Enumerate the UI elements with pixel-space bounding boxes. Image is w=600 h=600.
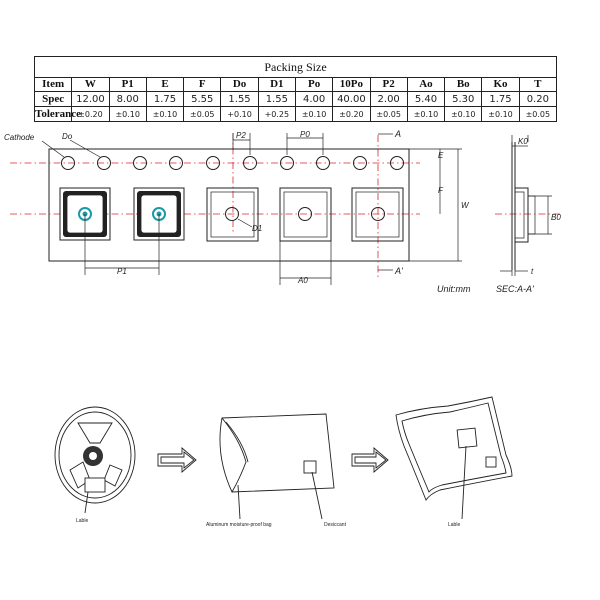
header-cell: D1 (258, 78, 295, 92)
do-label: Do (62, 132, 73, 141)
bag-label: Aluminum moisture-proof bag (206, 522, 272, 528)
a-prime-label: A' (395, 266, 403, 276)
carrier-tape-drawing (0, 120, 600, 300)
row-label-item: Item (35, 78, 72, 92)
header-cell: W (72, 78, 109, 92)
section-label: SEC:A-A' (496, 284, 534, 294)
spec-cell: 1.55 (221, 92, 258, 107)
spec-cell: 4.00 (295, 92, 332, 107)
p0-label: P0 (300, 130, 310, 139)
spec-cell: 8.00 (109, 92, 146, 107)
tolerance-cell: +0.25 (258, 107, 295, 122)
header-cell: Ko (482, 78, 519, 92)
spec-cell: 1.75 (482, 92, 519, 107)
desiccant-packet (304, 461, 316, 473)
desiccant-label: Desiccant (324, 522, 346, 528)
spec-cell: 12.00 (72, 92, 109, 107)
header-cell: T (519, 78, 556, 92)
tolerance-cell: ±0.10 (407, 107, 444, 122)
spec-cell: 1.55 (258, 92, 295, 107)
header-cell: Do (221, 78, 258, 92)
reel-label-sticker (85, 478, 105, 492)
packaging-process-diagram (0, 380, 600, 540)
header-cell: F (184, 78, 221, 92)
tolerance-cell: ±0.10 (482, 107, 519, 122)
spec-cell: 1.75 (146, 92, 183, 107)
reel-icon (55, 407, 135, 503)
spec-cell: 40.00 (333, 92, 370, 107)
spec-cell: 5.55 (184, 92, 221, 107)
tolerance-cell: ±0.05 (519, 107, 556, 122)
p2-label: P2 (236, 131, 246, 140)
t-label: t (531, 267, 534, 276)
tolerance-cell: ±0.10 (445, 107, 482, 122)
tolerance-cell: ±0.20 (333, 107, 370, 122)
arrow-right-icon (158, 448, 196, 472)
w-label: W (461, 201, 469, 210)
tolerance-cell: +0.10 (221, 107, 258, 122)
header-cell: 10Po (333, 78, 370, 92)
b0-label: B0 (551, 213, 561, 222)
pocket-empty (280, 188, 331, 241)
tolerance-cell: ±0.10 (295, 107, 332, 122)
a-label: A (395, 129, 402, 139)
tolerance-cell: ±0.10 (109, 107, 146, 122)
arrow-right-icon (352, 448, 388, 472)
header-cell: E (146, 78, 183, 92)
spec-cell: 5.40 (407, 92, 444, 107)
p1-label: P1 (117, 267, 127, 276)
table-spec-row (35, 92, 557, 107)
sealed-desiccant (486, 457, 496, 467)
pocket-empty (207, 188, 258, 241)
f-label: F (438, 186, 443, 195)
header-cell: Bo (445, 78, 482, 92)
packing-size-table (34, 56, 557, 122)
row-label-spec: Spec (35, 92, 72, 107)
tolerance-cell: ±0.05 (184, 107, 221, 122)
row-label-tolerance: Tolerance (35, 107, 82, 120)
e-label: E (438, 151, 444, 160)
sealed-label-sticker (457, 428, 477, 448)
cathode-label: Cathode (4, 133, 35, 142)
sealed-bag-icon (396, 397, 512, 500)
table-title: Packing Size (35, 57, 557, 78)
a0-label: A0 (298, 276, 308, 285)
spec-cell: 2.00 (370, 92, 407, 107)
spec-cell: 0.20 (519, 92, 556, 107)
unit-label: Unit:mm (437, 284, 471, 294)
pocket-empty (352, 188, 403, 241)
spec-cell: 5.30 (445, 92, 482, 107)
reel-label: Lable (76, 518, 89, 524)
d1-label: D1 (252, 224, 263, 233)
sealed-label: Lable (448, 522, 461, 528)
k0-label: K0 (518, 137, 528, 146)
header-cell: Po (295, 78, 332, 92)
header-cell: P2 (370, 78, 407, 92)
tolerance-cell: ±0.20 (72, 107, 109, 122)
table-header-row (35, 78, 557, 92)
tolerance-cell: ±0.10 (146, 107, 183, 122)
section-view (500, 135, 552, 276)
header-cell: Ao (407, 78, 444, 92)
header-cell: P1 (109, 78, 146, 92)
tolerance-cell: ±0.05 (370, 107, 407, 122)
aluminum-bag-icon (220, 414, 334, 492)
